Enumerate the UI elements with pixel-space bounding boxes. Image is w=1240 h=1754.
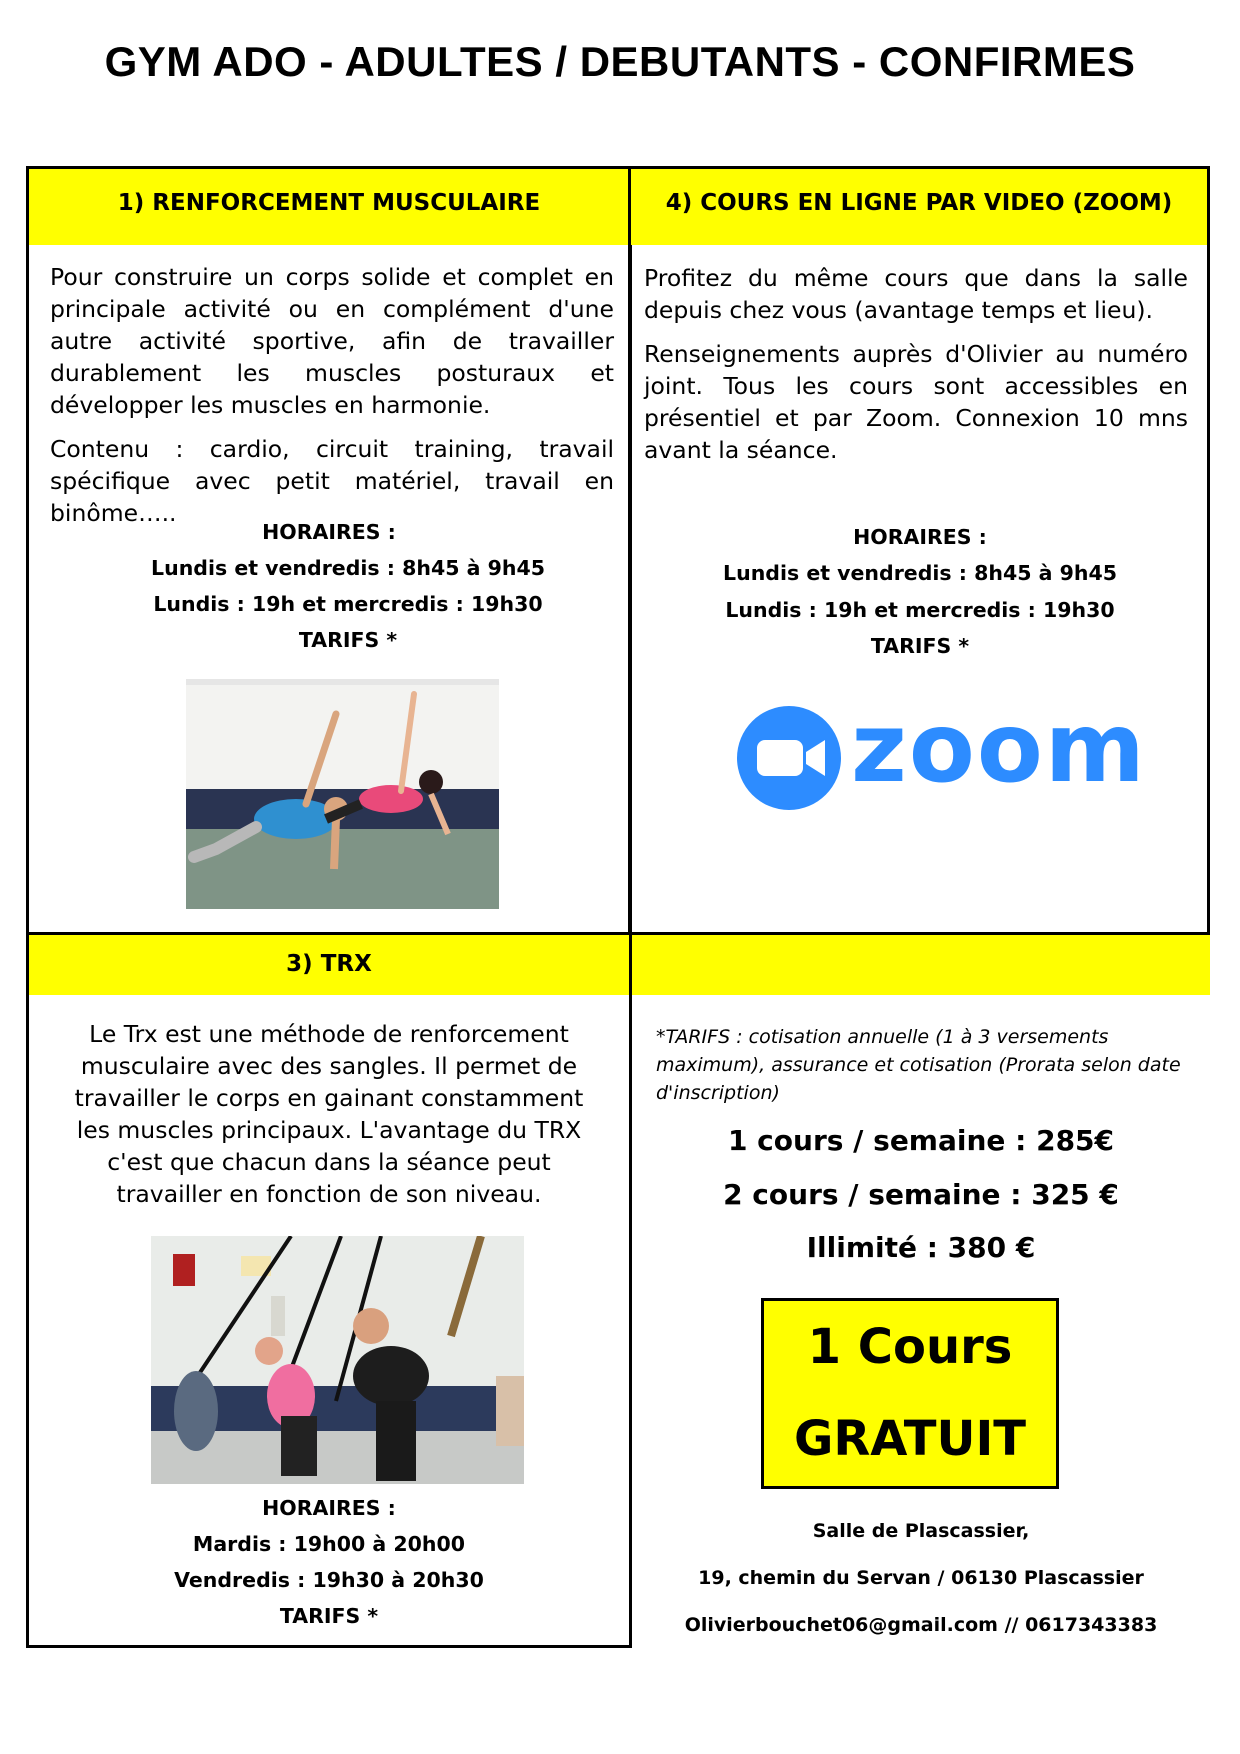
trx-photo	[151, 1236, 524, 1484]
renfo-description	[50, 261, 614, 541]
zoom-logo-text: zoom	[851, 692, 1147, 804]
renfo-schedule-2: Lundis : 19h et mercredis : 19h30	[153, 592, 543, 616]
venue-name: Salle de Plascassier,	[812, 1520, 1030, 1542]
venue-address: 19, chemin du Servan / 06130 Plascassier	[698, 1567, 1144, 1589]
trx-heading: 3) TRX	[286, 951, 372, 977]
trx-description	[56, 1018, 602, 1222]
trx-horaires-label: HORAIRES :	[262, 1496, 396, 1520]
price-unlimited: Illimité : 380 €	[806, 1231, 1036, 1264]
zoom-logo	[735, 692, 1147, 810]
zoom-header-band	[631, 169, 1207, 245]
page-title: GYM ADO - ADULTES / DEBUTANTS - CONFIRMES	[104, 38, 1136, 85]
zoom-schedule-2: Lundis : 19h et mercredis : 19h30	[725, 598, 1115, 622]
trx-schedule-1: Mardis : 19h00 à 20h00	[192, 1532, 466, 1556]
tarifs-note: *TARIFS : cotisation annuelle (1 à 3 versements maximum), assurance et cotisation (Prorata selon date d'inscription)	[656, 1026, 1181, 1104]
free-trial-badge	[761, 1298, 1059, 1489]
zoom-heading: 4) COURS EN LIGNE PAR VIDEO (ZOOM)	[665, 190, 1173, 216]
pricing-header-band	[632, 935, 1210, 995]
contact-email-phone: Olivierbouchet06@gmail.com // 0617343383	[684, 1614, 1158, 1636]
zoom-paragraph-2: Renseignements auprès d'Olivier au numéro joint. Tous les cours sont accessibles en présentiel et par Zoom. Connexion 10 mns avant la séance.	[644, 340, 1188, 464]
renfo-paragraph-2: Contenu : cardio, circuit training, travail spécifique avec petit matériel, travail en binôme…..	[50, 435, 614, 527]
free-trial-line-2: GRATUIT	[793, 1411, 1027, 1467]
free-trial-line-1: 1 Cours	[807, 1319, 1013, 1375]
zoom-schedule-1: Lundis et vendredis : 8h45 à 9h45	[723, 561, 1117, 585]
renfo-header-band	[29, 169, 629, 245]
trx-header-band	[29, 935, 629, 995]
zoom-tarifs: TARIFS *	[870, 634, 970, 658]
trx-paragraph: Le Trx est une méthode de renforcement musculaire avec des sangles. Il permet de travailler le corps en gainant constamment les muscles principaux. L'avantage du TRX c'est que chacun dans la séance peut travailler en fonction de son niveau.	[74, 1020, 584, 1208]
renfo-photo	[186, 679, 499, 909]
zoom-paragraph-1: Profitez du même cours que dans la salle depuis chez vous (avantage temps et lieu).	[644, 264, 1188, 324]
zoom-description	[644, 262, 1188, 478]
price-2-courses: 2 cours / semaine : 325 €	[723, 1178, 1119, 1211]
renfo-horaires-label: HORAIRES :	[262, 520, 396, 544]
price-1-course: 1 cours / semaine : 285€	[727, 1124, 1115, 1157]
trx-tarifs: TARIFS *	[279, 1604, 379, 1628]
renfo-schedule-1: Lundis et vendredis : 8h45 à 9h45	[151, 556, 545, 580]
trx-schedule-2: Vendredis : 19h30 à 20h30	[174, 1568, 484, 1592]
zoom-horaires-label: HORAIRES :	[853, 525, 987, 549]
renfo-paragraph-1: Pour construire un corps solide et complet en principale activité ou en complément d'une autre activité sportive, afin de travailler durablement les muscles posturaux et développer les muscles en harmonie.	[50, 263, 614, 419]
renfo-tarifs: TARIFS *	[298, 628, 398, 652]
renfo-heading: 1) RENFORCEMENT MUSCULAIRE	[117, 190, 541, 216]
